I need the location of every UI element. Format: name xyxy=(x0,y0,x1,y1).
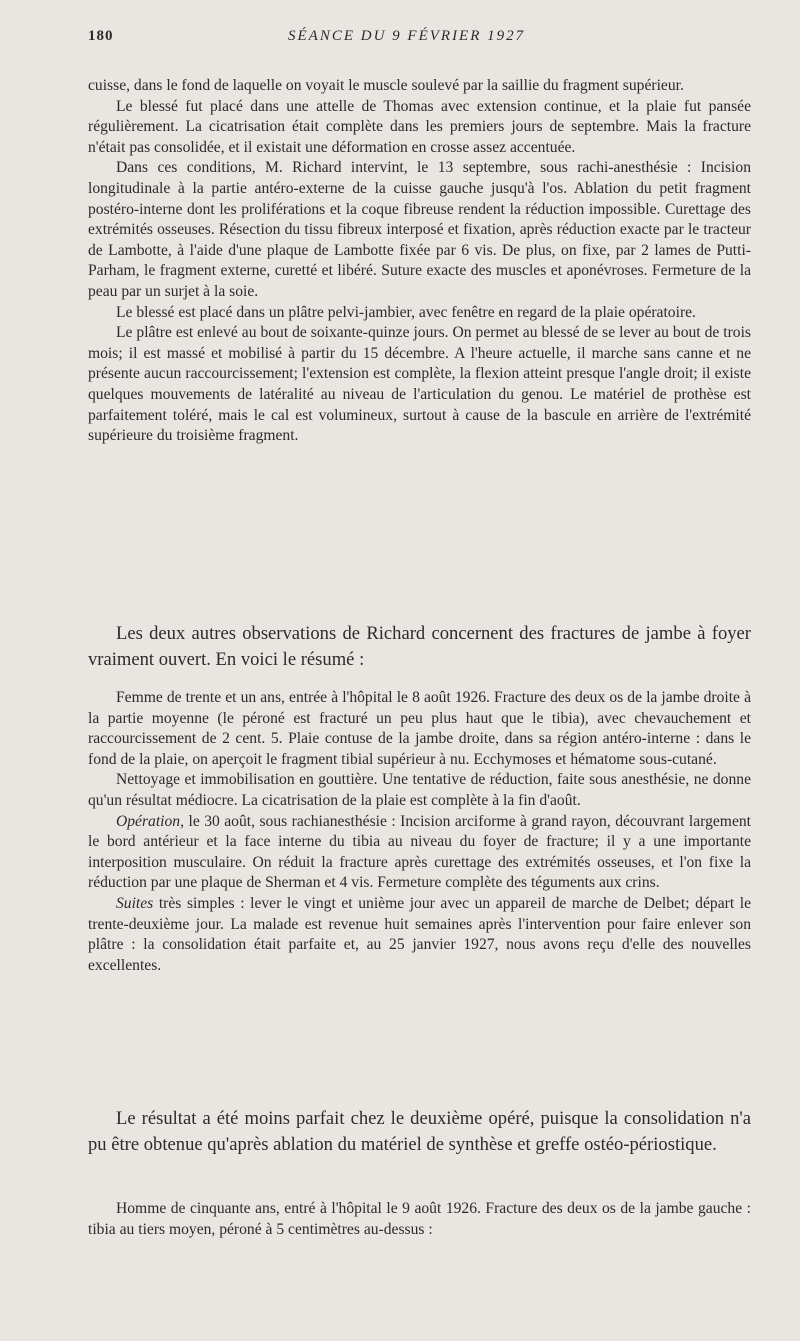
italic-lead: Suites xyxy=(116,894,154,912)
main-text-paragraph xyxy=(88,1106,751,1158)
paragraph: Les deux autres observations de Richard concernent des fractures de jambe à foyer vraiment ouvert. En voici le résumé : xyxy=(88,623,751,670)
running-head: SÉANCE DU 9 FÉVRIER 1927 xyxy=(288,28,526,44)
paragraph: cuisse, dans le fond de laquelle on voyait le muscle soulevé par la saillie du fragment supérieur. xyxy=(88,77,684,94)
observation-2 xyxy=(88,1199,751,1240)
observation-continuation xyxy=(88,76,751,447)
paragraph-text: très simples : lever le vingt et unième jour avec un appareil de marche de Delbet; départ le trente-deuxième jour. La malade est revenue huit semaines après l'intervention pour faire enlever son plâtre : la consolidation était parfaite et, au 25 janvier 1927, nous avons reçu d'elle des nouvelles excellentes. xyxy=(88,894,751,974)
paragraph xyxy=(88,894,751,976)
paragraph: Le blessé fut placé dans une attelle de Thomas avec extension continue, et la plaie fut pansée régulièrement. La cicatrisation était complète dans les premiers jours de septembre. Mais la fracture n'était pas consolidée, et il existait une déformation en crosse assez accentuée. xyxy=(88,97,751,156)
page-header xyxy=(88,28,750,52)
italic-lead: Opération, xyxy=(116,812,185,830)
paragraph: Homme de cinquante ans, entré à l'hôpital le 9 août 1926. Fracture des deux os de la jambe gauche : tibia au tiers moyen, péroné à 5 centimètres au-dessus : xyxy=(88,1200,751,1238)
paragraph: Dans ces conditions, M. Richard intervint, le 13 septembre, sous rachi-anesthésie : Incision longitudinale à la partie antéro-externe de la cuisse gauche jusqu'à l'os. Ablation du petit fragment postéro-interne dont les proliférations et la coque fibreuse rendent la réduction impossible. Curettage des extrémités osseuses. Résection du tissu fibreux interposé et fixation, après réduction exacte par le tracteur de Lambotte, à l'aide d'une plaque de Lambotte fixée par 6 vis. De plus, on fixe, par 2 lames de Putti-Parham, le fragment externe, curetté et libéré. Suture exacte des muscles et aponévroses. Fermeture de la peau par un surjet à la soie. xyxy=(88,159,751,300)
paragraph: Femme de trente et un ans, entrée à l'hôpital le 8 août 1926. Fracture des deux os de la jambe droite à la partie moyenne (le péroné est fracturé un peu plus haut que le tibia), avec chevauchement et raccourcissement de 2 cent. 5. Plaie contuse de la jambe droite, dans sa région antéro-interne : dans le fond de la plaie, on aperçoit le fragment tibial supérieur à nu. Ecchymoses et hématome sous-cutané. xyxy=(88,689,751,768)
paragraph xyxy=(88,812,751,894)
paragraph-text: le 30 août, sous rachianesthésie : Incision arciforme à grand rayon, découvrant largement le bord antérieur et la face interne du tibia au niveau du foyer de fracture; il y a une importante interposition musculaire. On réduit la fracture après curettage des extrémités osseuses, et l'on fixe la réduction par une plaque de Sherman et 4 vis. Fermeture complète des téguments aux crins. xyxy=(88,812,751,892)
paragraph: Le résultat a été moins parfait chez le deuxième opéré, puisque la consolidation n'a pu être obtenue qu'après ablation du matériel de synthèse et greffe ostéo-périostique. xyxy=(88,1108,751,1155)
observation-1 xyxy=(88,688,751,976)
paragraph: Le plâtre est enlevé au bout de soixante-quinze jours. On permet au blessé de se lever au bout de trois mois; il est massé et mobilisé à partir du 15 décembre. A l'heure actuelle, il marche sans canne et ne présente aucun raccourcissement; l'extension est complète, la flexion atteint presque l'angle droit; il existe quelques mouvements de latéralité au niveau de l'articulation du genou. Le matériel de prothèse est parfaitement toléré, mais le cal est volumineux, surtout à cause de la bascule en arrière de l'extrémité supérieure du troisième fragment. xyxy=(88,324,751,445)
paragraph: Le blessé est placé dans un plâtre pelvi-jambier, avec fenêtre en regard de la plaie opératoire. xyxy=(116,303,696,321)
page-number: 180 xyxy=(88,28,114,44)
main-text-paragraph xyxy=(88,621,751,673)
paragraph: Nettoyage et immobilisation en gouttière. Une tentative de réduction, faite sous anesthésie, ne donne qu'un résultat médiocre. La cicatrisation de la plaie est complète à la fin d'août. xyxy=(88,771,751,809)
